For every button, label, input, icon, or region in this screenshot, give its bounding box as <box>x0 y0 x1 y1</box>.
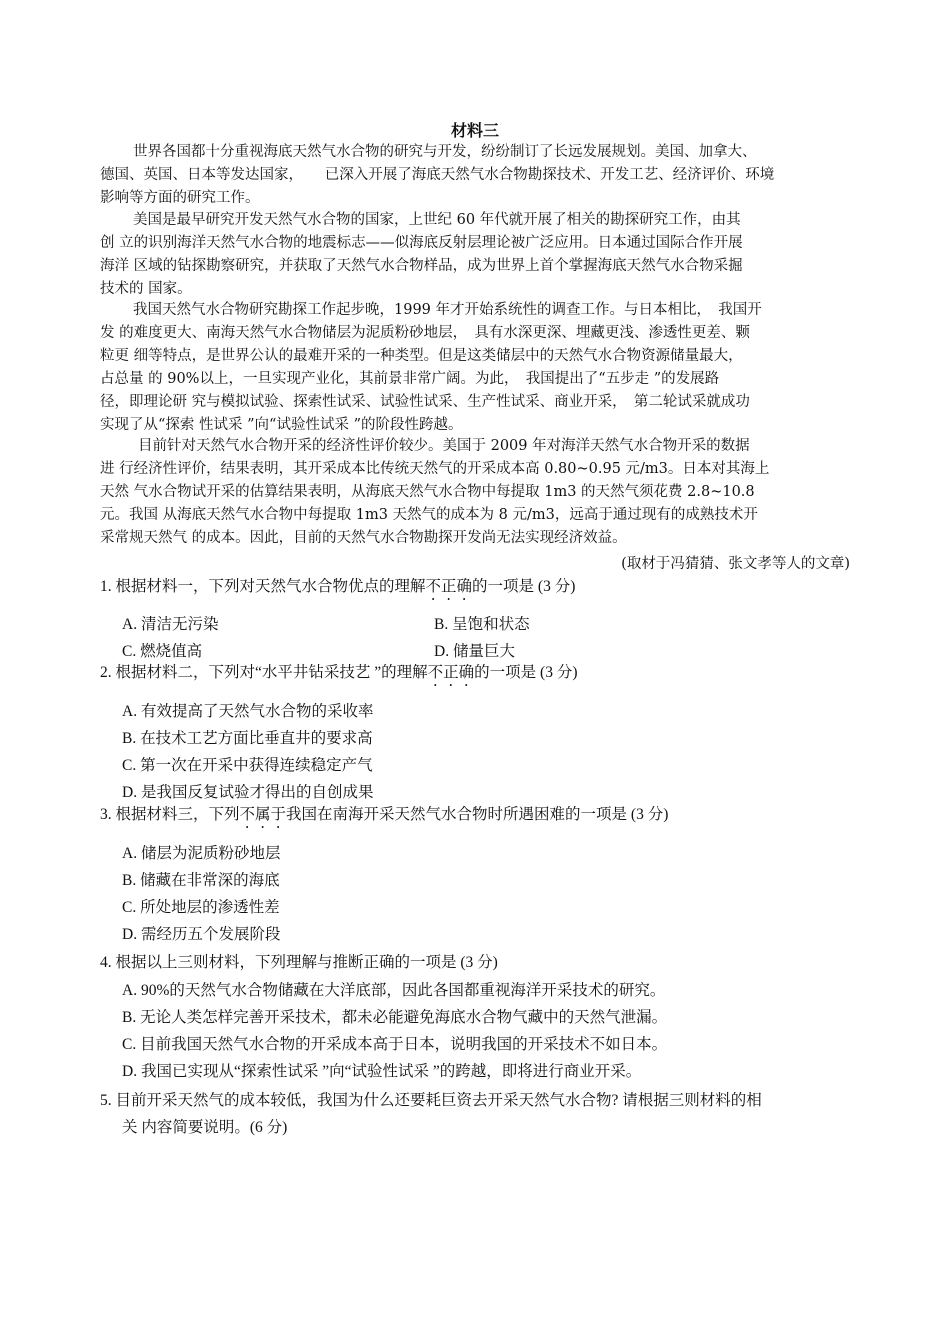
option-c[interactable]: C. 燃烧值高 <box>122 643 203 660</box>
text-line: 采常规天然气 的成本。因此，目前的天然气水合物勘探开发尚无法实现经济效益。 <box>100 530 627 546</box>
question-1-stem <box>100 574 575 604</box>
stem-text: 3. 根据材料三，下列 <box>100 806 240 823</box>
paragraph-3 <box>100 299 865 437</box>
option-c[interactable]: C. 第一次在开采中获得连续稳定产气 <box>122 757 373 774</box>
option-a[interactable]: A. 有效提高了天然气水合物的采收率 <box>122 703 374 720</box>
stem-text: 的一项是 (3 分) <box>472 578 576 595</box>
question-5-stem: 5. 目前开采天然气的成本较低，我国为什么还要耗巨资去开采天然气水合物? 请根据三则材料的相 <box>100 1092 762 1109</box>
emphasis-text: 不正确 <box>425 578 473 595</box>
text-line: 发 的难度更大、南海天然气水合物储层为泥质粉砂地层， 具有水深更深、埋藏更浅、渗透性更差、颗 <box>100 325 750 341</box>
question-3-stem <box>100 802 668 832</box>
emphasis-text: 不属于 <box>239 806 287 823</box>
text-line: 径，即理论研 究与模拟试验、探索性试采、试验性试采、生产性试采、商业开采， 第二轮试采就成功 <box>100 394 750 410</box>
option-d[interactable]: D. 是我国反复试验才得出的自创成果 <box>122 784 374 801</box>
text-line: 我国天然气水合物研究勘探工作起步晚，1999 年才开始系统性的调查工作。与日本相比， 我国开 <box>133 302 762 318</box>
text-line: 德国、英国、日本等发达国家， 已深入开展了海底天然气水合物勘探技术、开发工艺、经济评价、环境 <box>100 167 775 183</box>
text-line: 目前针对天然气水合物开采的经济性评价较少。美国于 2009 年对海洋天然气水合物开采的数据 <box>138 438 750 454</box>
option-a[interactable]: A. 清洁无污染 <box>122 616 219 633</box>
text-line: 海洋 区域的钻探勘察研究，并获取了天然气水合物样品，成为世界上首个掌握海底天然气水合物采掘 <box>100 258 743 274</box>
text-line: 美国是最早研究开发天然气水合物的国家，上世纪 60 年代就开展了相关的勘探研究工作，由其 <box>133 212 741 228</box>
text-line: 占总量 的 90%以上，一旦实现产业化，其前景非常广阔。为此， 我国提出了“五步走 ”的发展路 <box>100 371 720 387</box>
paragraph-4 <box>100 435 865 550</box>
text-line: 进 行经济性评价，结果表明，其开采成本比传统天然气的开采成本高 0.80~0.95 元/m3。日本对其海上 <box>100 461 770 477</box>
option-a[interactable]: A. 90%的天然气水合物储藏在大洋底部，因此各国都重视海洋开采技术的研究。 <box>122 982 666 999</box>
option-b[interactable]: B. 无论人类怎样完善开采技术，都未必能避免海底水合物气藏中的天然气泄漏。 <box>122 1009 668 1026</box>
option-a[interactable]: A. 储层为泥质粉砂地层 <box>122 845 281 862</box>
text-line: 世界各国都十分重视海底天然气水合物的研究与开发，纷纷制订了长远发展规划。美国、加拿大、 <box>133 144 757 160</box>
stem-text: 我国在南海开采天然气水合物时所遇困难的一项是 (3 分) <box>286 806 669 823</box>
option-d[interactable]: D. 储量巨大 <box>434 643 515 660</box>
stem-text: 的一项是 (3 分) <box>474 664 578 681</box>
emphasis-text: 不正确 <box>427 664 475 681</box>
material-title: 材料三 <box>450 123 499 140</box>
question-2-stem <box>100 660 577 690</box>
text-line: 创 立的识别海洋天然气水合物的地震标志——似海底反射层理论被广泛应用。日本通过国际合作开展 <box>100 235 743 251</box>
option-b[interactable]: B. 呈饱和状态 <box>434 616 530 633</box>
option-b[interactable]: B. 储藏在非常深的海底 <box>122 872 280 889</box>
option-d[interactable]: D. 需经历五个发展阶段 <box>122 926 281 943</box>
paragraph-1 <box>100 141 865 210</box>
text-line: 实现了从“探索 性试采 ”向“试验性试采 ”的阶段性跨越。 <box>100 417 463 433</box>
stem-text: 2. 根据材料二，下列对“水平井钻采技艺 ”的理解 <box>100 664 428 681</box>
stem-text: 1. 根据材料一，下列对天然气水合物优点的理解 <box>100 578 426 595</box>
text-line: 元。我国 从海底天然气水合物中每提取 1m3 天然气的成本为 8 元/m3，远高于通过现有的成熟技术开 <box>100 507 758 523</box>
option-d[interactable]: D. 我国已实现从“探索性试采 ”向“试验性试采 ”的跨越，即将进行商业开采。 <box>122 1063 642 1080</box>
text-line: 影响等方面的研究工作。 <box>100 190 260 206</box>
paragraph-2 <box>100 209 865 301</box>
text-line: 天然 气水合物试开采的估算结果表明，从海底天然气水合物中每提取 1m3 的天然气须花费 2.8~10.8 <box>100 484 755 500</box>
text-line: 粒更 细等特点，是世界公认的最难开采的一种类型。但是这类储层中的天然气水合物资源储量最大， <box>100 348 743 364</box>
option-b[interactable]: B. 在技术工艺方面比垂直井的要求高 <box>122 730 373 747</box>
option-c[interactable]: C. 所处地层的渗透性差 <box>122 899 280 916</box>
text-line: 技术的 国家。 <box>100 281 192 297</box>
question-5-stem-cont: 关 内容简要说明。(6 分) <box>122 1119 288 1136</box>
option-c[interactable]: C. 目前我国天然气水合物的开采成本高于日本，说明我国的开采技术不如日本。 <box>122 1036 668 1053</box>
source-citation: (取材于冯猜猜、张文孝等人的文章) <box>621 556 850 572</box>
question-4-stem: 4. 根据以上三则材料，下列理解与推断正确的一项是 (3 分) <box>100 954 498 971</box>
